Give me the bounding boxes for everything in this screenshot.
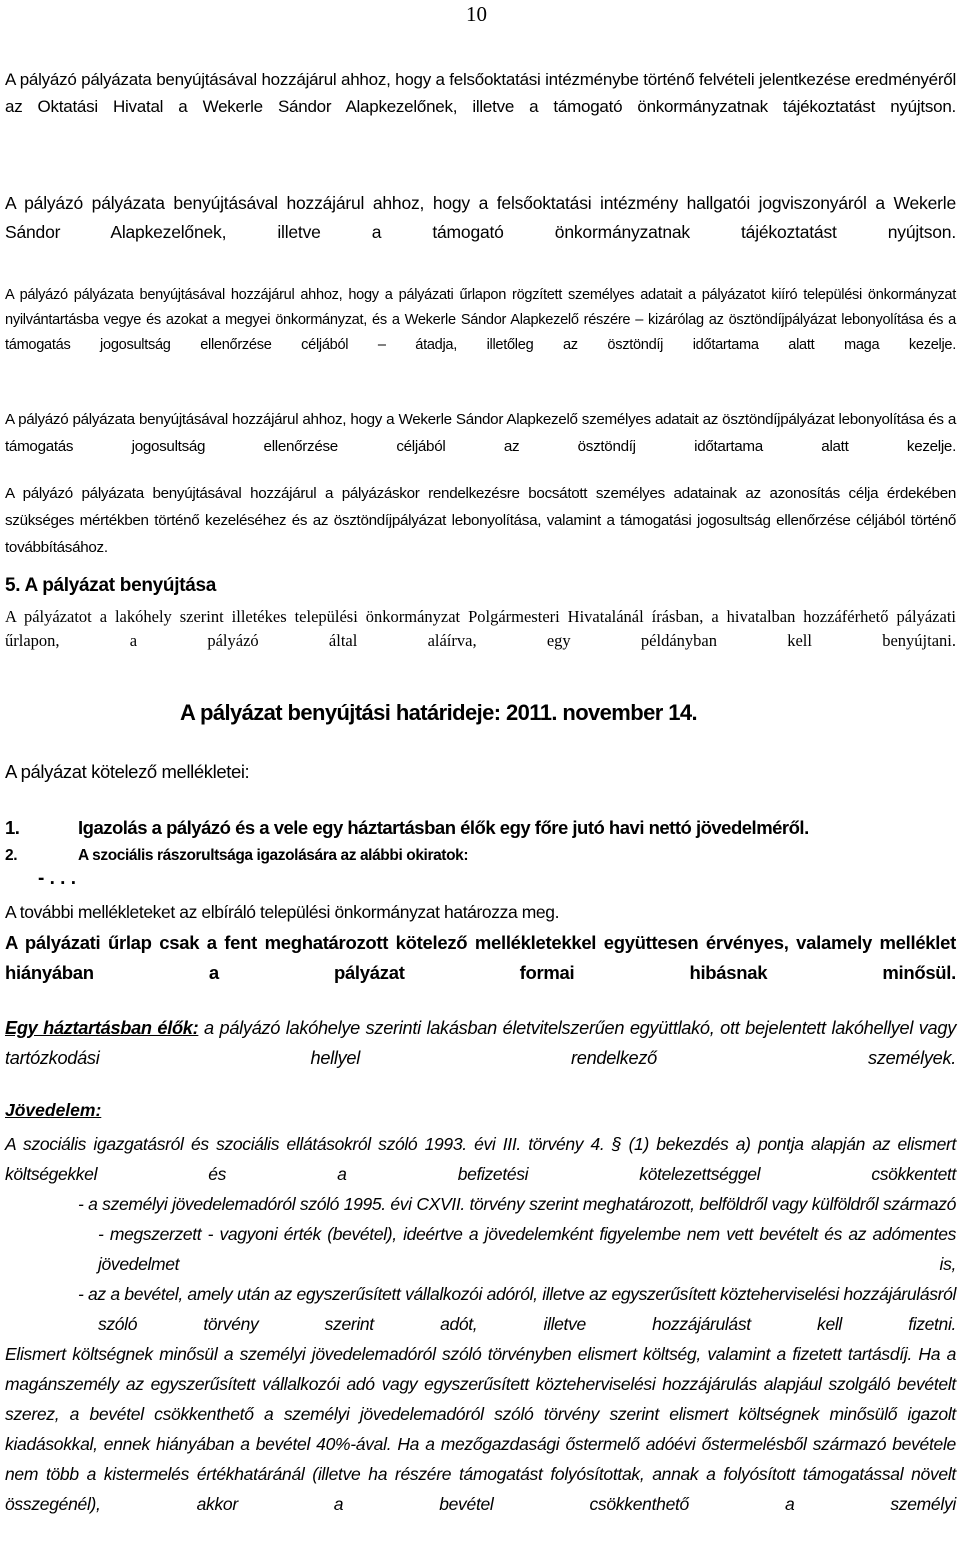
household-text: a pályázó lakóhelye szerinti lakásban életvitelszerűen együttlakó, ott bejelentett lakóhellyel vagy tartózkodási hellyel rendelkező személyek. — [5, 1018, 956, 1068]
attachment-number: 1. — [5, 817, 20, 838]
paragraph-consent-admission: A pályázó pályázata benyújtásával hozzájárul ahhoz, hogy a felsőoktatási intézménybe történő felvételi jelentkezése eredményéről az Oktatási Hivatal a Wekerle Sándor Alapkezelőnek, illetve a támogató önkormányzatnak tájékoztatást nyújtson. — [5, 70, 956, 116]
expenses-paragraph: Elismert költségnek minősül a személyi jövedelemadóról szóló törvényben elismert költség, valamint a fizetett tartásdíj. Ha a magánszemély az egyszerűsített vállalkozói adó vagy egyszerűsített közteherviselési hozzájárulás alapjául szolgáló bevételt szerez, a bevétel csökkenthető a személyi jövedelemadóról szóló törvény szerint elismert költségnek minősülő igazolt kiadásokkal, ennek hiányában a bevétel 40%-ával. Ha a mezőgazdasági őstermelő adóévi őstermelésből származó bevétele nem több a kistermelés értékhatáránál (illetve ha részére támogatást folyósítottak, annak a folyósított támogatással növelt összegénél), akkor a bevétel csökkenthető a személyi — [5, 1344, 956, 1514]
section-heading-submission: 5. A pályázat benyújtása — [5, 575, 217, 596]
paragraph-consent-student-status: A pályázó pályázata benyújtásával hozzájárul ahhoz, hogy a felsőoktatási intézmény hallgatói jogviszonyáról a Wekerle Sándor Alapkezelőnek, illetve a támogató önkormányzatnak tájékoztatást nyújtson. — [5, 193, 956, 242]
attachment-number: 2. — [5, 847, 18, 864]
attachments-heading: A pályázat kötelező mellékletei: — [5, 761, 250, 782]
paragraph-consent-data-registry: A pályázó pályázata benyújtásával hozzájárul ahhoz, hogy a pályázati űrlapon rögzített személyes adatait a pályázatot kiíró települési önkormányzat nyilvántartásba vegye és azokat a megyei önkormányzat, és a Wekerle Sándor Alapkezelő részére – kizárólag az ösztöndíjpályázat lebonyolítása és a támogatás jogosultság ellenőrzése céljából – átadja, illetőleg az ösztöndíj időtartama alatt maga kezelje. — [5, 287, 956, 353]
attachment-text: A szociális rászorultsága igazolására az alábbi okiratok: — [78, 847, 469, 864]
attachment-text: Igazolás a pályázó és a vele egy háztartásban élők egy főre jutó havi nettó jövedelméről. — [78, 817, 809, 838]
income-intro: A szociális igazgatásról és szociális ellátásokról szóló 1993. évi III. törvény 4. § (1) bekezdés a) pontja alapján az elismert költségekkel és a befizetési kötelezettséggel csökkentett — [5, 1134, 956, 1184]
deadline-heading: A pályázat benyújtási határideje: 2011. november 14. — [180, 700, 697, 725]
income-heading: Jövedelem: — [5, 1100, 102, 1120]
paragraph-consent-data-transfer: A pályázó pályázata benyújtásával hozzájárul a pályázáskor rendelkezésre bocsátott személyes adatainak az azonosítás célja érdekében szükséges mértékben történő kezeléséhez és az ösztöndíjpályázat lebonyolítása, valamint a támogatási jogosultság ellenőrzése céljából történő továbbításához. — [5, 485, 956, 556]
paragraph-submission: A pályázatot a lakóhely szerint illetékes települési önkormányzat Polgármesteri Hivatalánál írásban, a hivatalban hozzáférhető pályázati űrlapon, a pályázó által aláírva, egy példányban kell benyújtani. — [5, 607, 956, 650]
attachment-item-2 — [5, 847, 468, 865]
attachment-item-1 — [5, 817, 809, 839]
validity-notice: A pályázati űrlap csak a fent meghatározott kötelező mellékletekkel együttesen érvényes, valamely melléklet hiányában a pályázat formai hibásnak minősül. — [5, 932, 956, 983]
paragraph-consent-data-handling: A pályázó pályázata benyújtásával hozzájárul ahhoz, hogy a Wekerle Sándor Alapkezelő személyes adatait az ösztöndíjpályázat lebonyolítása és a támogatás jogosultság ellenőrzése céljából az ösztöndíj időtartama alatt kezelje. — [5, 411, 956, 455]
further-attachments-text: A további mellékleteket az elbíráló települési önkormányzat határozza meg. — [5, 902, 560, 922]
household-definition — [5, 1013, 956, 1103]
placeholder-dots: - . . . — [38, 868, 76, 889]
page-number: 10 — [466, 2, 487, 26]
household-term: Egy háztartásban élők: — [5, 1018, 199, 1038]
income-list-item: - az a bevétel, amely után az egyszerűsített vállalkozói adóról, illetve az egyszerűsített közteherviselési hozzájárulásról szóló törvény szerint adót, illetve hozzájárulást kell fizetni. — [78, 1284, 956, 1334]
income-list-item: - a személyi jövedelemadóról szóló 1995. évi CXVII. törvény szerint meghatározott, belföldről vagy külföldről származó - megszerzett - vagyoni érték (bevétel), ideértve a jövedelemként figyelembe nem vett bevételt és az adómentes jövedelmet is, — [78, 1194, 956, 1274]
